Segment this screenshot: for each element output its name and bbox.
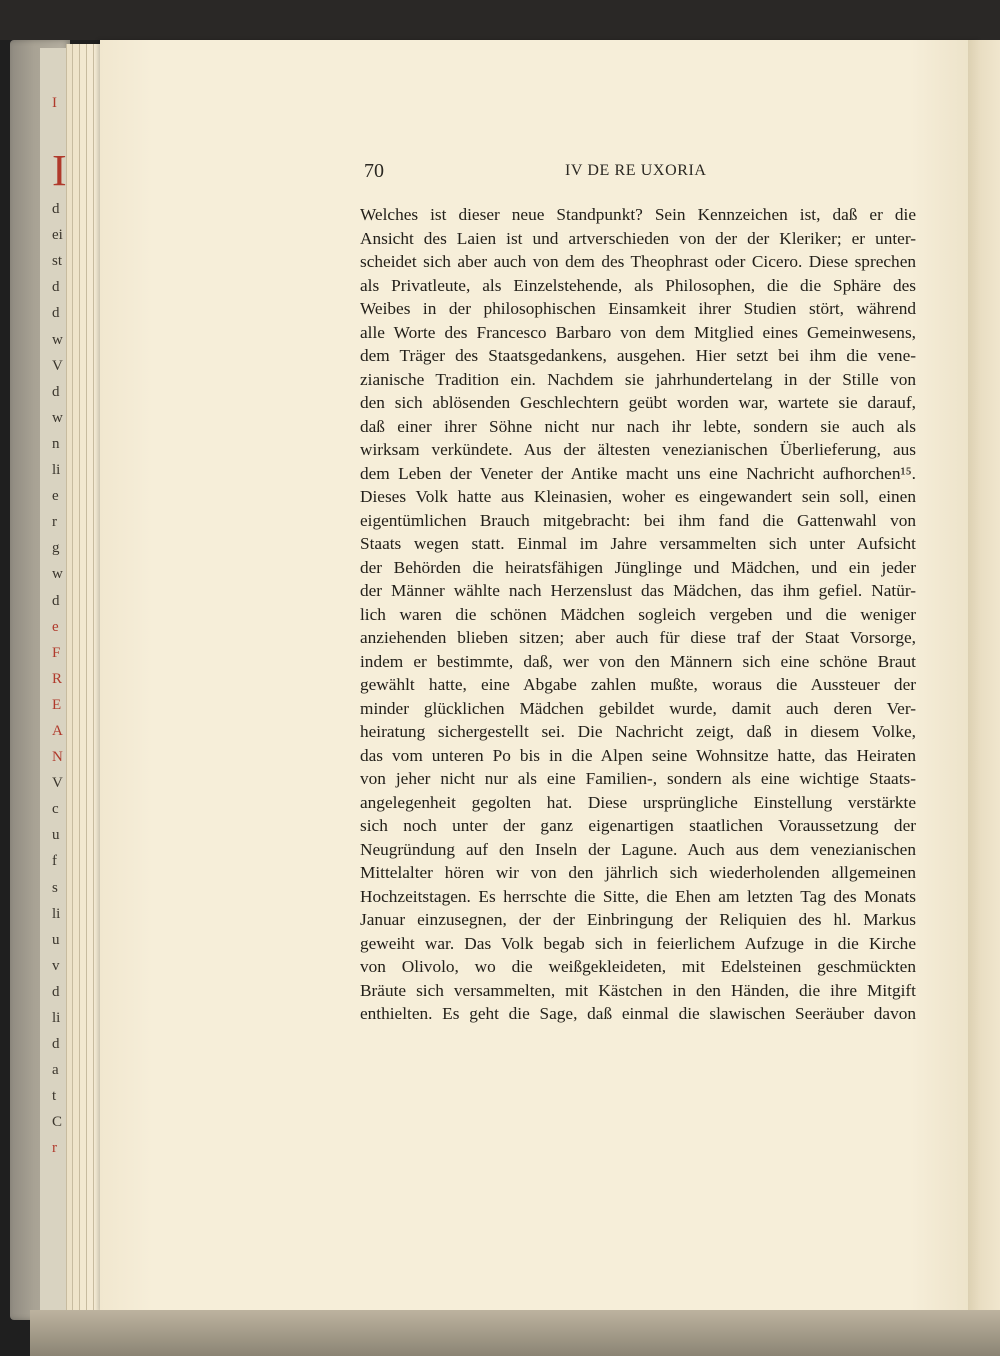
text-line: Welches ist dieser neue Standpunkt? Sein Kennzeichen ist, daß er die <box>360 205 916 224</box>
text-line: Bräute sich versammelten, mit Kästchen in den Händen, die ihre Mitgift <box>360 980 916 1000</box>
bleed-fragment: u <box>52 931 60 948</box>
bleed-fragment: n <box>52 435 60 452</box>
text-line: lich waren die schönen Mädchen sogleich vergeben und die weniger <box>360 604 916 624</box>
text-line: angelegenheit gegolten hat. Diese ursprüngliche Einstellung verstärkte <box>360 792 916 812</box>
page-header <box>362 160 914 184</box>
bleed-fragment: d <box>52 201 60 218</box>
body-text <box>360 203 916 1026</box>
bleed-fragment: A <box>52 722 63 739</box>
bleed-fragment: d <box>52 1036 60 1053</box>
text-line: indem er bestimmte, daß, wer von den Männern sich eine schöne Braut <box>360 651 916 671</box>
left-page-bleed-text <box>52 90 74 1162</box>
bleed-fragment: t <box>52 1088 57 1105</box>
bleed-fragment: r <box>52 514 57 531</box>
page-number: 70 <box>364 160 384 182</box>
text-line: gewählt hatte, eine Abgabe zahlen mußte, woraus die Aussteuer der <box>360 675 916 694</box>
bleed-fragment: e <box>52 618 59 635</box>
text-line: dem Leben der Veneter der Antike macht uns eine Nachricht aufhorchen¹⁵. <box>360 463 916 483</box>
bleed-fragment: f <box>52 853 57 870</box>
text-line: wirksam verkündete. Aus der ältesten venezianischen Überlieferung, aus <box>360 440 916 459</box>
text-line: als Privatleute, als Einzelstehende, als Philosophen, die die Sphäre des <box>360 275 916 295</box>
bleed-fragment: w <box>52 409 63 426</box>
text-line: Mittelalter hören wir von den jährlich sich wiederholenden allgemeinen <box>360 863 916 882</box>
bleed-fragment: R <box>52 670 63 687</box>
text-line: von Olivolo, wo die weißgekleideten, mit Edelsteinen geschmückten <box>360 957 916 976</box>
bleed-fragment: d <box>52 592 60 609</box>
bleed-fragment: V <box>52 775 63 792</box>
text-line: anziehenden blieben sitzen; aber auch für diese traf der Staat Vorsorge, <box>360 628 916 647</box>
bleed-fragment: u <box>52 827 60 844</box>
left-page-drop-initial: I <box>52 146 67 196</box>
background <box>0 0 1000 40</box>
text-line: Weibes in der philosophischen Einsamkeit ihrer Studien stört, während <box>360 299 916 318</box>
bleed-fragment: d <box>52 305 60 322</box>
bleed-fragment: e <box>52 488 59 505</box>
bleed-fragment: w <box>52 331 63 348</box>
text-line: Januar einzusegnen, der der Einbringung der Reliquien des hl. Markus <box>360 910 916 929</box>
bleed-fragment: d <box>52 383 60 400</box>
text-line: zianische Tradition ein. Nachdem sie jahrhundertelang in der Stille von <box>360 369 916 389</box>
left-page-top-mark: I <box>52 95 57 111</box>
text-line: Hochzeitstagen. Es herrschte die Sitte, die Ehen am letzten Tag des Monats <box>360 886 916 906</box>
book-bottom-edge <box>30 1310 1000 1356</box>
text-line: geweiht war. Das Volk begab sich in feierlichem Aufzuge in die Kirche <box>360 933 916 953</box>
bleed-fragment: w <box>52 566 63 583</box>
text-line: dem Träger des Staatsgedankens, ausgehen. Hier setzt bei ihm die vene- <box>360 346 916 365</box>
bleed-fragment: c <box>52 801 59 818</box>
text-line: den sich ablösenden Geschlechtern geübt worden war, wartete sie darauf, <box>360 393 916 412</box>
text-line: eigentümlichen Brauch mitgebracht: bei ihm fand die Gattenwahl von <box>360 510 916 530</box>
bleed-fragment: s <box>52 879 58 896</box>
bleed-fragment: li <box>52 905 61 922</box>
text-line: heiratung sichergestellt sei. Die Nachricht zeigt, daß in diesem Volke, <box>360 722 916 741</box>
bleed-fragment: d <box>52 279 60 296</box>
text-line: alle Worte des Francesco Barbaro von dem Mitglied eines Gemeinwesens, <box>360 322 916 342</box>
bleed-fragment: d <box>52 983 60 1000</box>
text-line: der Behörden die heiratsfähigen Jünglinge und Mädchen, und ein jeder <box>360 557 916 577</box>
bleed-fragment: li <box>52 462 61 479</box>
text-line: enthielten. Es geht die Sage, daß einmal die slawischen Seeräuber davon <box>360 1004 916 1023</box>
bleed-fragment: v <box>52 957 60 974</box>
bleed-fragment: E <box>52 696 62 713</box>
text-line: der Männer wählte nach Herzenslust das Mädchen, das ihm gefiel. Natür- <box>360 581 916 600</box>
text-line: Dieses Volk hatte aus Kleinasien, woher es eingewandert sein soll, einen <box>360 487 916 506</box>
text-line: Neugründung auf den Inseln der Lagune. Auch aus dem venezianischen <box>360 839 916 859</box>
bleed-fragment: F <box>52 644 61 661</box>
right-page-gutter <box>968 40 1000 1312</box>
text-line: Ansicht des Laien ist und artverschieden von der der Kleriker; er unter- <box>360 228 916 248</box>
text-line: minder glücklichen Mädchen gebildet wurde, damit auch deren Ver- <box>360 698 916 718</box>
bleed-fragment: g <box>52 540 60 557</box>
bleed-fragment: a <box>52 1062 59 1079</box>
bleed-fragment: ei <box>52 227 63 244</box>
text-line: sich noch unter der ganz eigenartigen staatlichen Voraussetzung der <box>360 816 916 835</box>
bleed-fragment: r <box>52 1140 57 1157</box>
bleed-fragment: C <box>52 1114 63 1131</box>
text-line: daß einer ihrer Söhne nicht nur nach ihr lebte, sondern sie auch als <box>360 416 916 436</box>
bleed-fragment: N <box>52 749 63 766</box>
bleed-fragment: V <box>52 357 63 374</box>
bleed-fragment: st <box>52 253 63 270</box>
text-line: scheidet sich aber auch von dem des Theophrast oder Cicero. Diese sprechen <box>360 252 916 271</box>
text-line: von jeher nicht nur als eine Familien-, sondern als eine wichtige Staats- <box>360 769 916 788</box>
text-line: das vom unteren Po bis in die Alpen seine Wohnsitze hatte, das Heiraten <box>360 745 916 765</box>
text-line: Staats wegen statt. Einmal im Jahre versammelten sich unter Aufsicht <box>360 534 916 553</box>
running-title: IV DE RE UXORIA <box>565 162 707 179</box>
bleed-fragment: li <box>52 1010 61 1026</box>
